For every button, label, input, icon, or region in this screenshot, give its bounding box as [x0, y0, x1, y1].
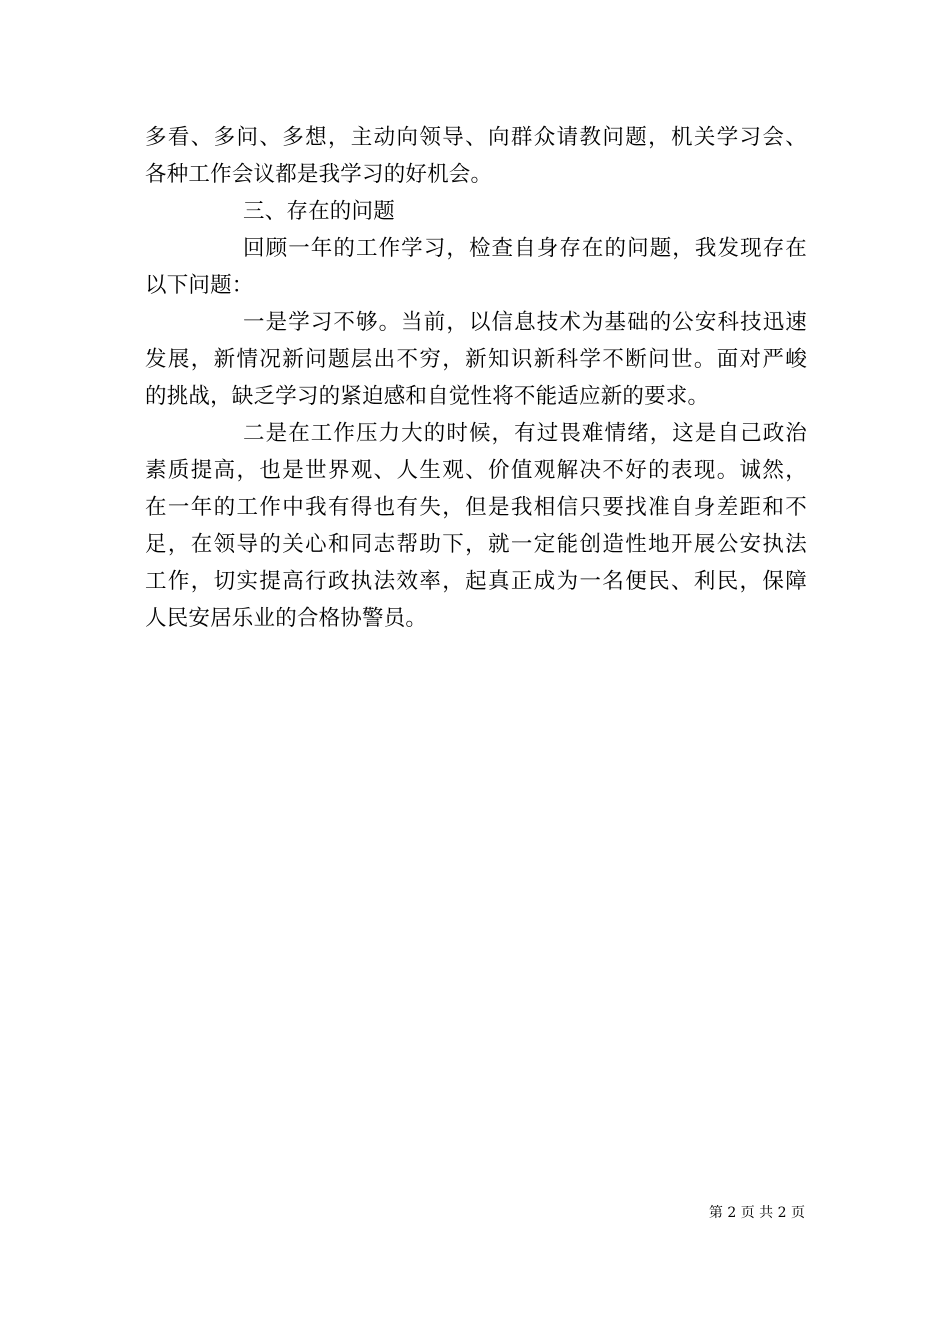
text-line: 三、存在的问题: [243, 199, 395, 224]
text-line: 人民安居乐业的合格协警员。: [145, 606, 428, 631]
text-line: 以下问题：: [145, 273, 254, 298]
text-line: 多看、多问、多想，主动向领导、向群众请教问题，机关学习会、: [145, 125, 807, 150]
text-line: 工作，切实提高行政执法效率，起真正成为一名便民、利民，保障: [145, 569, 807, 594]
text-line: 一是学习不够。当前，以信息技术为基础的公安科技迅速: [243, 310, 807, 335]
body-text: [145, 119, 807, 637]
text-line: 足，在领导的关心和同志帮助下，就一定能创造性地开展公安执法: [145, 532, 807, 557]
text-line: 发展，新情况新问题层出不穷，新知识新科学不断问世。面对严峻: [145, 347, 807, 372]
text-line: 回顾一年的工作学习，检查自身存在的问题，我发现存在: [243, 236, 807, 261]
text-line: 在一年的工作中我有得也有失，但是我相信只要找准自身差距和不: [145, 495, 807, 520]
text-line: 各种工作会议都是我学习的好机会。: [145, 162, 493, 187]
text-line: 二是在工作压力大的时候，有过畏难情绪，这是自己政治: [243, 421, 807, 446]
page-number: 第 2 页 共 2 页: [708, 1205, 805, 1221]
text-line: 素质提高，也是世界观、人生观、价值观解决不好的表现。诚然，: [145, 458, 807, 483]
text-line: 的挑战，缺乏学习的紧迫感和自觉性将不能适应新的要求。: [145, 384, 710, 409]
